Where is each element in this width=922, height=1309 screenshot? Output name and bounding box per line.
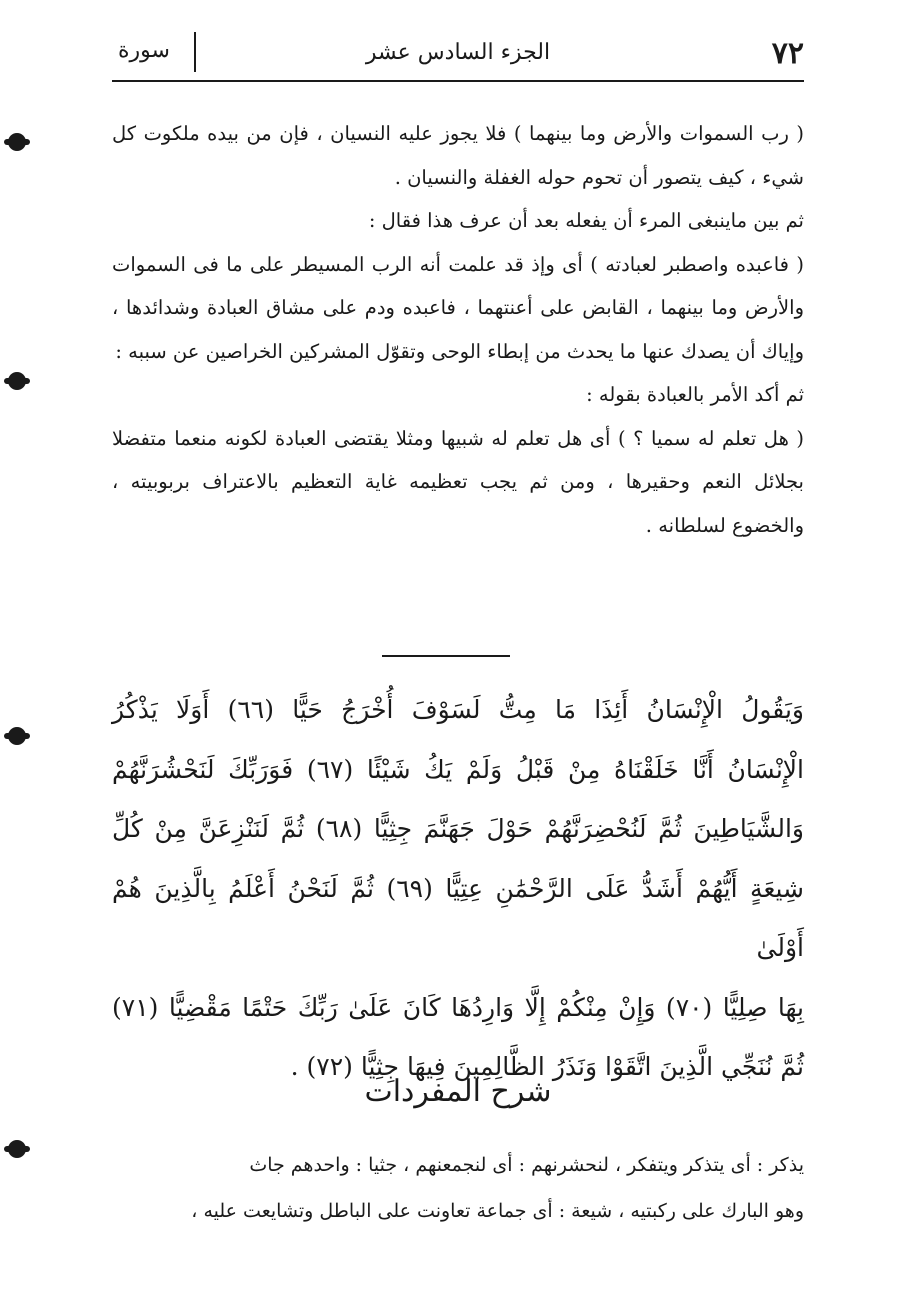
section-title: شرح المفردات (364, 1074, 552, 1109)
verse-line: ثُمَّ نُنَجِّي الَّذِينَ اتَّقَوْا وَنَذَرُ الظَّالِمِينَ فِيهَا جِثِيًّا (٧٢) . (290, 1052, 804, 1081)
binding-hole-mark (8, 1140, 26, 1158)
page-header (112, 30, 804, 82)
binding-hole-mark (8, 372, 26, 390)
page-number: ٧٢ (771, 36, 804, 71)
verse-line: وَالشَّيَاطِينَ ثُمَّ لَنُحْضِرَنَّهُمْ حَوْلَ جَهَنَّمَ جِثِيًّا (٦٨) ثُمَّ لَنَنْزِعَنَّ مِنْ كُلِّ (112, 814, 804, 843)
verse-line: شِيعَةٍ أَيُّهُمْ أَشَدُّ عَلَى الرَّحْمَٰنِ عِتِيًّا (٦٩) ثُمَّ لَنَحْنُ أَعْلَمُ بِالَّذِينَ هُمْ أَوْلَىٰ (112, 873, 804, 962)
running-title: الجزء السادس عشر (365, 40, 551, 65)
header-bracket (194, 32, 196, 72)
vocabulary-block (112, 1142, 804, 1234)
header-rule (112, 80, 804, 82)
quran-verses-block (112, 680, 804, 1097)
vocabulary-line: وهو البارك على ركبتيه ، شيعة : أى جماعة تعاونت على الباطل وتشايعت عليه ، (191, 1200, 804, 1222)
binding-hole-mark (8, 727, 26, 745)
verse-line: الْإِنْسَانُ أَنَّا خَلَقْنَاهُ مِنْ قَبْلُ وَلَمْ يَكُ شَيْئًا (٦٧) فَوَرَبِّكَ لَنَحْشُرَنَّهُمْ (112, 754, 804, 784)
vocabulary-line: يذكر : أى يتذكر ويتفكر ، لنحشرنهم : أى لنجمعنهم ، جثيا : واحدهم جاث (249, 1154, 804, 1176)
commentary-paragraph: ( هل تعلم له سميا ؟ ) أى هل تعلم له شبيها ومثلا يقتضى العبادة لكونه منعما متفضلا بجلائل النعم وحقيرها ، ومن ثم يجب تعظيمه غاية التعظيم بالاعتراف بربوبيته ، والخضوع لسلطانه . (112, 426, 804, 537)
binding-hole-mark (8, 133, 26, 151)
verse-line: بِهَا صِلِيًّا (٧٠) وَإِنْ مِنْكُمْ إِلَّا وَارِدُهَا كَانَ عَلَىٰ رَبِّكَ حَتْمًا مَقْضِيًّا (٧١) (112, 992, 804, 1022)
section-divider (382, 655, 510, 657)
commentary-paragraph: ( رب السموات والأرض وما بينهما ) فلا يجوز عليه النسيان ، فإن من بيده ملكوت كل شيء ، كيف يتصور أن تحوم حوله الغفلة والنسيان . (112, 122, 804, 189)
surah-label: سورة (118, 38, 170, 63)
commentary-paragraph: ( فاعبده واصطبر لعبادته ) أى وإذ قد علمت أنه الرب المسيطر على ما فى السموات والأرض وما بينهما ، القابض على أعنتهما ، فاعبده ودم على مشاق العبادة وشدائدها ، وإياك أن يصدك عنها ما يحدث من إبطاء الوحى وتقوّل المشركين الخراصين عن سببه : (112, 252, 804, 363)
commentary-paragraph: ثم بين ماينبغى المرء أن يفعله بعد أن عرف هذا فقال : (368, 209, 804, 232)
commentary-block (112, 112, 804, 547)
commentary-paragraph: ثم أكد الأمر بالعبادة بقوله : (586, 383, 804, 406)
verse-line: وَيَقُولُ الْإِنْسَانُ أَئِذَا مَا مِتُّ لَسَوْفَ أُخْرَجُ حَيًّا (٦٦) أَوَلَا يَذْكُرُ (112, 695, 804, 724)
